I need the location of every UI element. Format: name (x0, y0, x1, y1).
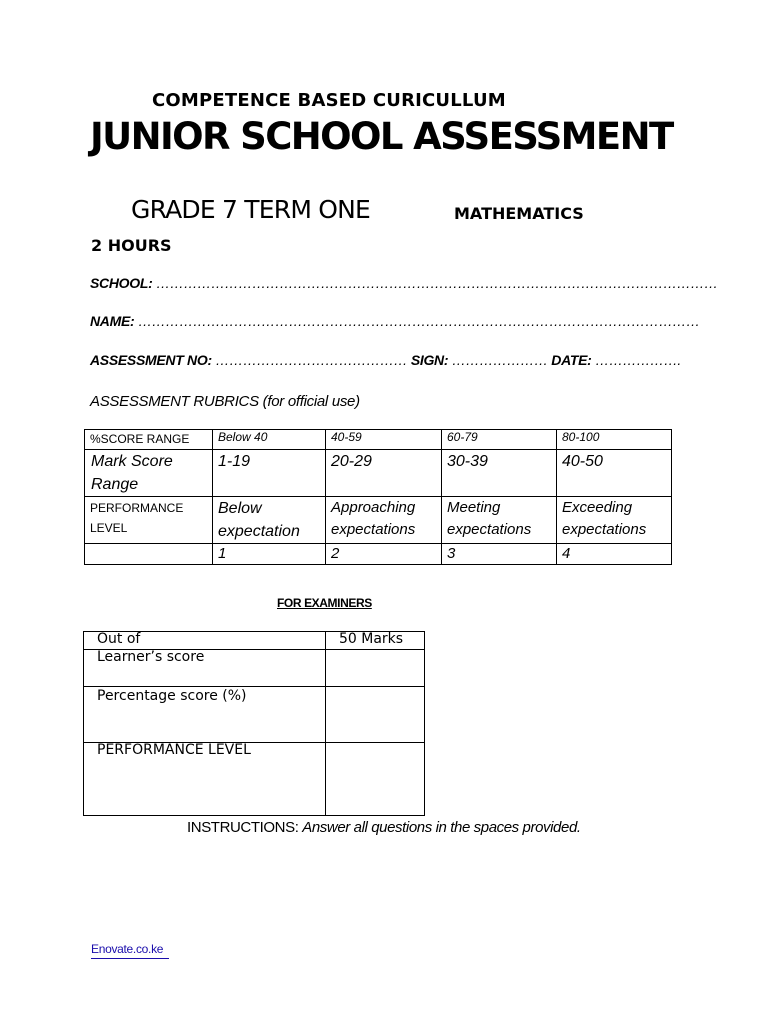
rubric-cell: 80-100 (557, 430, 672, 450)
rubric-cell (85, 544, 213, 565)
school-label: SCHOOL: (90, 275, 153, 291)
rubric-cell: PERFORMANCE LEVEL (85, 497, 213, 544)
rubric-cell: Meeting expectations (442, 497, 557, 544)
table-row (84, 687, 425, 743)
exam-duration: 2 HOURS (91, 236, 172, 255)
sign-label: SIGN: (410, 352, 449, 368)
table-row (85, 430, 672, 450)
examiners-label-cell: PERFORMANCE LEVEL (84, 743, 326, 816)
table-row (84, 743, 425, 816)
assessment-no-blank: …………………………………… (211, 352, 411, 368)
rubric-cell: 3 (442, 544, 557, 565)
rubric-cell: Mark Score Range (85, 450, 213, 497)
rubric-cell: Below expectation (213, 497, 326, 544)
performance-level-input-cell[interactable] (326, 743, 425, 816)
rubric-cell: Exceeding expectations (557, 497, 672, 544)
rubric-cell: 4 (557, 544, 672, 565)
name-field (90, 313, 700, 329)
website-link[interactable]: Enovate.co.ke (91, 942, 169, 959)
learner-score-input-cell[interactable] (326, 650, 425, 687)
rubric-cell: 20-29 (326, 450, 442, 497)
date-blank: ………………. (591, 352, 681, 368)
date-label: DATE: (551, 352, 592, 368)
instructions-text: Answer all questions in the spaces provided. (302, 819, 581, 836)
rubric-cell: 2 (326, 544, 442, 565)
table-row (85, 544, 672, 565)
curriculum-subtitle: COMPETENCE BASED CURICULLUM (152, 90, 506, 111)
school-blank: …………………………………………………………………………………………………………… (152, 275, 718, 291)
rubric-cell: 60-79 (442, 430, 557, 450)
table-row (84, 632, 425, 650)
grade-term: GRADE 7 TERM ONE (131, 195, 371, 224)
table-row (84, 650, 425, 687)
instructions-label: INSTRUCTIONS: (187, 819, 303, 836)
rubric-cell: 1 (213, 544, 326, 565)
examiners-label-cell: Out of (84, 632, 326, 650)
percentage-score-input-cell[interactable] (326, 687, 425, 743)
rubric-cell: 40-59 (326, 430, 442, 450)
school-field (90, 275, 718, 291)
examiners-value-cell: 50 Marks (326, 632, 425, 650)
examiners-label-cell: Learner’s score (84, 650, 326, 687)
name-blank: …………………………………………………………………………………………………………… (134, 313, 700, 329)
table-row (85, 450, 672, 497)
rubric-cell: 40-50 (557, 450, 672, 497)
rubric-cell: 1-19 (213, 450, 326, 497)
table-row (85, 497, 672, 544)
assessment-rubric-table (84, 429, 672, 565)
name-label: NAME: (90, 313, 135, 329)
rubric-cell: %SCORE RANGE (85, 430, 213, 450)
examiners-heading: FOR EXAMINERS (277, 596, 372, 610)
sign-blank: ………………… (448, 352, 552, 368)
rubric-cell: Approaching expectations (326, 497, 442, 544)
assessment-title: JUNIOR SCHOOL ASSESSMENT (90, 115, 673, 158)
assessment-no-label: ASSESSMENT NO: (90, 352, 212, 368)
rubric-title: ASSESSMENT RUBRICS (for official use) (90, 393, 360, 410)
subject-name: MATHEMATICS (454, 204, 584, 223)
rubric-cell: Below 40 (213, 430, 326, 450)
assessment-details-line (90, 352, 681, 368)
instructions (187, 819, 581, 836)
rubric-cell: 30-39 (442, 450, 557, 497)
examiners-label-cell: Percentage score (%) (84, 687, 326, 743)
examiners-table (83, 631, 425, 816)
